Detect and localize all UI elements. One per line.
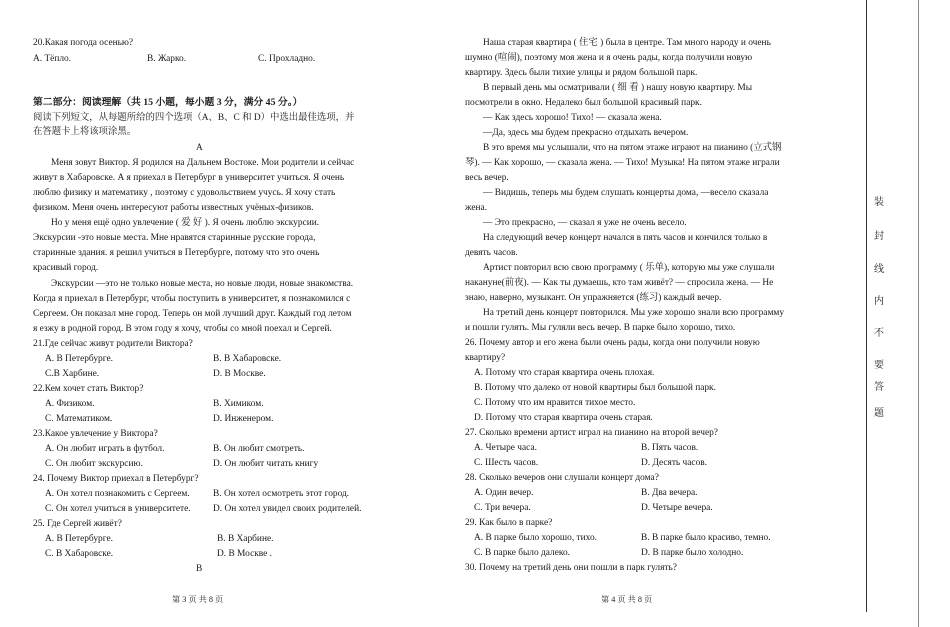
part2-title: 第二部分：阅读理解（共 15 小题，每小题 3 分，满分 45 分。） — [33, 97, 303, 108]
q28-option-a: A. Один вечер. — [474, 488, 534, 498]
q22-option-a: A. Физиком. — [45, 399, 95, 409]
question-23: 23.Какое увлечение у Виктора? — [33, 429, 158, 439]
q21-option-c: C.В Харбине. — [45, 369, 100, 379]
passage-b-line: девять часов. — [465, 248, 518, 258]
q22-option-c: C. Математиком. — [45, 414, 113, 424]
q27-option-c: C. Шесть часов. — [474, 458, 539, 468]
passage-a-line: Но у меня ещё одно увлечение ( 爱 好 ). Я очень люблю экскурсии. — [51, 218, 320, 228]
q23-option-b: B. Он любит смотреть. — [213, 444, 305, 454]
page-number-left: 第 3 页 共 8 页 — [172, 595, 224, 604]
q26-option-d: D. Потому что старая квартира очень старая. — [474, 413, 653, 423]
question-25: 25. Где Сергей живёт? — [33, 519, 122, 529]
passage-b-line: жена. — [465, 203, 488, 213]
margin-char: 题 — [874, 408, 884, 419]
q25-option-d: D. В Москве . — [217, 549, 273, 559]
passage-b-line: — Это прекрасно, — сказал я уже не очень весело. — [483, 218, 687, 228]
page-number-right: 第 4 页 共 8 页 — [601, 595, 653, 604]
passage-b-line: — Как здесь хорошо! Тихо! — сказала жена. — [483, 113, 662, 123]
passage-a-line: красивый город. — [33, 263, 99, 273]
question-26-cont: квартиру? — [465, 353, 506, 363]
binding-line — [866, 0, 867, 612]
question-21: 21.Где сейчас живут родители Виктора? — [33, 339, 193, 349]
q20-option-c: C. Прохладно. — [258, 54, 316, 64]
q24-option-a: A. Он хотел познакомить с Сергеем. — [45, 489, 190, 499]
instructions-line-1: 阅读下列短文，从每题所给的四个选项（A、B、C 和 D）中选出最佳选项，并 — [33, 113, 355, 123]
question-28: 28. Сколько вечеров они слушали концерт дома? — [465, 473, 659, 483]
q25-option-b: B. В Харбине. — [217, 534, 274, 544]
page-edge-line — [918, 0, 919, 627]
q27-option-b: B. Пять часов. — [641, 443, 699, 453]
passage-b-line: накануне(前夜). — Как ты думаешь, кто там живёт? — спросила жена. — Не — [465, 278, 774, 288]
question-22: 22.Кем хочет стать Виктор? — [33, 384, 144, 394]
q24-option-b: B. Он хотел осмотреть этот город. — [213, 489, 350, 499]
passage-a-line: физиком. Меня очень интересуют работы известных учёных-физиков. — [33, 203, 314, 213]
passage-a-line: Меня зовут Виктор. Я родился на Дальнем Востоке. Мои родители и сейчас — [51, 158, 355, 168]
q20-option-a: A. Тёпло. — [33, 54, 72, 64]
q29-option-a: A. В парке было хорошо, тихо. — [474, 533, 597, 543]
passage-b-line: На третий день концерт повторился. Мы уже хорошо знали всю программу — [483, 308, 785, 318]
q26-option-c: C. Потому что им нравится тихое место. — [474, 398, 636, 408]
q28-option-d: D. Четыре вечера. — [641, 503, 713, 513]
q24-option-c: C. Он хотел учиться в университете. — [45, 504, 191, 514]
passage-b-line: Артист повторил всю свою программу ( 乐单), которую мы уже слушали — [483, 263, 775, 273]
passage-a-line: я езжу в родной город. В этом году я хочу, чтобы со мной поехал и Сергей. — [33, 324, 332, 334]
margin-char: 封 — [874, 231, 884, 242]
margin-char: 答 — [874, 382, 884, 393]
passage-a-line: Когда я приехал в Петербург, чтобы поступить в университет, я познакомился с — [33, 294, 351, 304]
q29-option-b: B. В парке было красиво, темно. — [641, 533, 771, 543]
q21-option-a: A. В Петербурге. — [45, 354, 113, 364]
passage-b-line: На следующий вечер концерт начался в пять часов и кончился только в — [483, 233, 768, 243]
q25-option-c: C. В Хабаровске. — [45, 549, 114, 559]
question-27: 27. Сколько времени артист играл на пианино на второй вечер? — [465, 428, 718, 438]
q21-option-d: D. В Москве. — [213, 369, 266, 379]
q25-option-a: A. В Петербурге. — [45, 534, 113, 544]
question-30: 30. Почему на третий день они пошли в парк гулять? — [465, 563, 677, 573]
section-b-heading: B — [196, 564, 203, 574]
q24-option-d: D. Он хотел увидел своих родителей. — [213, 504, 362, 514]
passage-b-line: знаю, наверно, музыкант. Он упражняется (练习) каждый вечер. — [465, 293, 722, 303]
q23-option-c: C. Он любит экскурсию. — [45, 459, 143, 469]
passage-b-line: квартиру. Здесь были тихие улицы и рядом большой парк. — [465, 68, 698, 78]
passage-b-line: и пошли гулять. Мы гуляли весь вечер. В парке было хорошо, тихо. — [465, 323, 736, 333]
q29-option-c: C. В парке было далеко. — [474, 548, 570, 558]
margin-char: 要 — [874, 360, 884, 371]
passage-a-line: Сергеем. Он показал мне город. Теперь он мой лучший друг. Каждый год летом — [33, 309, 352, 319]
q23-option-d: D. Он любит читать книгу — [213, 459, 319, 469]
passage-a-line: старинные здания. я решил учиться в Петербурге, потому что это очень — [33, 248, 320, 258]
passage-a-line: люблю физику и математику , поэтому с удовольствием учусь. Я хочу стать — [33, 188, 336, 198]
margin-char: 不 — [874, 328, 884, 339]
passage-a-line: живут в Хабаровске. А я приехал в Петербург в университет учиться. Я очень — [33, 173, 345, 183]
passage-a-line: Экскурсии —это не только новые места, но новые люди, новые знакомства. — [51, 279, 354, 289]
q28-option-c: C. Три вечера. — [474, 503, 531, 513]
margin-char: 装 — [874, 197, 884, 208]
question-20: 20.Какая погода осенью? — [33, 38, 134, 48]
q26-option-b: B. Потому что далеко от новой квартиры был большой парк. — [474, 383, 716, 393]
section-a-heading: A — [196, 143, 203, 153]
instructions-line-2: 在答题卡上将该项涂黑。 — [33, 127, 137, 137]
q26-option-a: A. Потому что старая квартира очень плохая. — [474, 368, 655, 378]
passage-b-line: В это время мы услышали, что на пятом этаже играют на пианино (立式钢 — [483, 143, 782, 153]
q27-option-a: A. Четыре часа. — [474, 443, 537, 453]
passage-b-line: 琴). — Как хорошо, — сказала жена. — Тихо! Музыка! На пятом этаже играли — [465, 158, 780, 168]
passage-b-line: посмотрели в окно. Недалеко был большой красивый парк. — [465, 98, 702, 108]
passage-b-line: —Да, здесь мы будем прекрасно отдыхать вечером. — [483, 128, 689, 138]
margin-char: 线 — [874, 264, 884, 275]
passage-b-line: Наша старая квартира ( 住宅 ) была в центре. Там много народу и очень — [483, 38, 771, 48]
margin-char: 内 — [874, 296, 884, 307]
passage-a-line: Экскурсии -это новые места. Мне нравятся старинные русские города, — [33, 233, 316, 243]
q29-option-d: D. В парке было холодно. — [641, 548, 744, 558]
q21-option-b: B. В Хабаровске. — [213, 354, 282, 364]
q22-option-d: D. Инженером. — [213, 414, 274, 424]
q20-option-b: B. Жарко. — [147, 54, 187, 64]
q23-option-a: A. Он любит играть в футбол. — [45, 444, 165, 454]
question-29: 29. Как было в парке? — [465, 518, 553, 528]
question-26: 26. Почему автор и его жена были очень рады, когда они получили новую — [465, 338, 760, 348]
passage-b-line: В первый день мы осматривали ( 细 看 ) нашу новую квартиру. Мы — [483, 83, 753, 93]
passage-b-line: шумно (喧闹), поэтому моя жена и я очень рады, когда получили новую — [465, 53, 753, 63]
q27-option-d: D. Десять часов. — [641, 458, 708, 468]
q28-option-b: B. Два вечера. — [641, 488, 698, 498]
q22-option-b: B. Химиком. — [213, 399, 264, 409]
passage-b-line: весь вечер. — [465, 173, 509, 183]
passage-b-line: — Видишь, теперь мы будем слушать концерты дома, —весело сказала — [483, 188, 769, 198]
question-24: 24. Почему Виктор приехал в Петербург? — [33, 474, 199, 484]
